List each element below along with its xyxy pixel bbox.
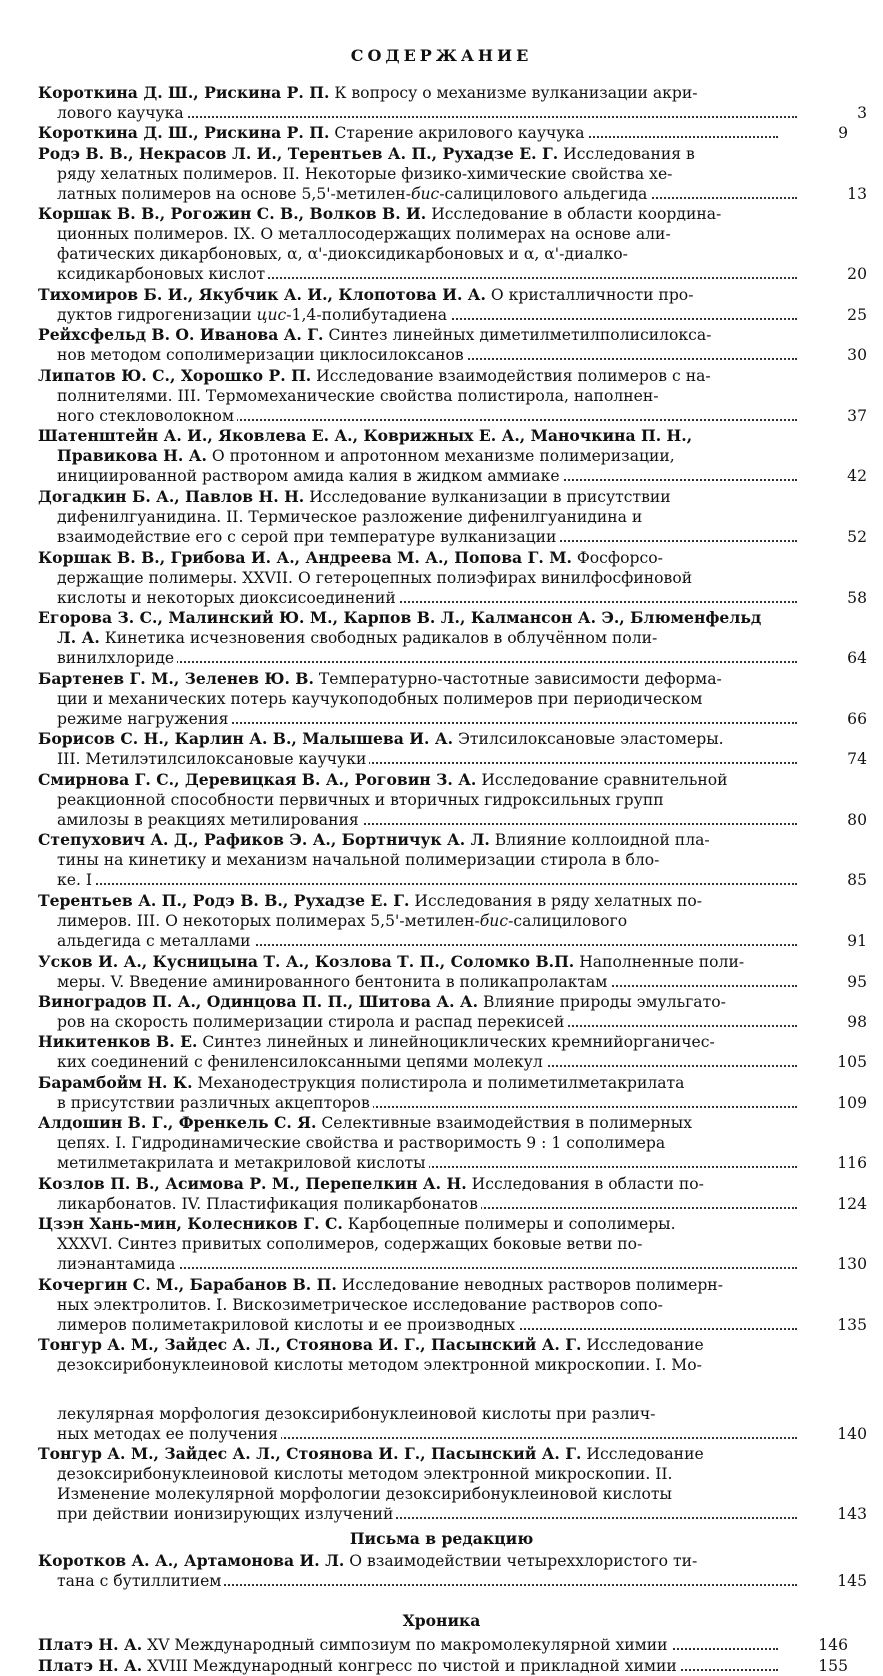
page-number: 42 <box>807 466 867 486</box>
entry-line <box>38 1504 867 1524</box>
entry-line <box>38 366 778 386</box>
entry-text: Догадкин Б. А., Павлов Н. Н. Исследование вулканизации в присутствии <box>38 488 674 506</box>
entry-line <box>38 285 778 305</box>
entry-line <box>38 446 778 466</box>
toc-entry <box>38 365 867 426</box>
toc-entry <box>38 830 867 890</box>
entry-line <box>38 810 867 830</box>
entry-line <box>38 669 778 689</box>
entry-line <box>38 305 867 325</box>
entry-text: Смирнова Г. С., Деревицкая В. А., Роговин З. А. Исследование сравнительной <box>38 771 731 789</box>
entry-text: дифенилгуанидина. II. Термическое разложение дифенилгуанидина и <box>57 508 645 526</box>
entry-text: держащие полимеры. XXVII. О гетероцепных полиэфирах винилфосфиновой <box>57 569 695 587</box>
entry-line <box>38 466 867 486</box>
entry-text: лимеров полиметакриловой кислоты и ее производных <box>57 1316 518 1334</box>
entry-text: Л. А. Кинетика исчезновения свободных радикалов в облучённом поли- <box>57 629 660 647</box>
entry-line <box>38 1464 778 1484</box>
toc-entry <box>38 729 867 769</box>
page-number: 91 <box>807 931 867 951</box>
page-number: 85 <box>807 870 867 890</box>
entry-line <box>38 426 778 446</box>
page-number: 20 <box>807 264 867 284</box>
entry-text: ров на скорость полимеризации стирола и распад перекисей <box>57 1013 567 1031</box>
entry-text: Кочергин С. М., Барабанов В. П. Исследование неводных растворов полимерн- <box>38 1276 726 1294</box>
entry-line <box>38 1133 778 1153</box>
entry-line <box>38 588 867 608</box>
entry-line <box>38 1295 778 1315</box>
page-number: 130 <box>807 1254 867 1274</box>
page-number: 66 <box>807 709 867 729</box>
entry-text: III. Метилэтилсилоксановые каучуки <box>57 750 369 768</box>
entry-line <box>38 1113 778 1133</box>
entry-line <box>38 164 778 184</box>
entry-line <box>38 345 867 365</box>
entry-line <box>38 870 867 890</box>
entry-text: реакционной способности первичных и вторичных гидроксильных групп <box>57 791 667 809</box>
entry-text: Козлов П. В., Асимова Р. М., Перепелкин А. Н. Исследования в области по- <box>38 1175 707 1193</box>
entry-line <box>38 628 778 648</box>
toc-entry <box>38 1274 867 1335</box>
toc-entry <box>38 426 867 486</box>
toc-entry <box>38 123 848 143</box>
entry-text: Цзэн Хань-мин, Колесников Г. С. Карбоцепные полимеры и сополимеры. <box>38 1215 679 1233</box>
toc-entry <box>38 891 867 951</box>
entry-line <box>38 1052 867 1072</box>
leader-dots <box>57 883 797 885</box>
entry-text: Бартенев Г. М., Зеленев Ю. В. Температурно-частотные зависимости деформа- <box>38 670 725 688</box>
page-number: 13 <box>807 184 867 204</box>
entry-text: ликарбонатов. IV. Пластификация поликарбонатов <box>57 1195 481 1213</box>
entry-text: Липатов Ю. С., Хорошко Р. П. Исследование взаимодействия полимеров с на- <box>38 367 714 385</box>
entry-line <box>38 83 778 103</box>
page-number: 74 <box>807 749 867 769</box>
entry-line <box>38 325 778 345</box>
toc-entry <box>38 1335 848 1375</box>
entry-text: латных полимеров на основе 5,5'-метилен-бис-салицилового альдегида <box>57 185 650 203</box>
entry-text: меры. V. Введение аминированного бентонита в поликапролактам <box>57 973 610 991</box>
page-number: 145 <box>807 1571 867 1591</box>
entry-line <box>38 1093 867 1113</box>
entry-line <box>38 1484 778 1504</box>
entry-line <box>38 1032 778 1052</box>
entry-text: Коршак В. В., Рогожин С. В., Волков В. И. Исследование в области координа- <box>38 205 724 223</box>
entry-line <box>38 1404 778 1424</box>
entry-text: Тонгур А. М., Зайдес А. Л., Стоянова И. Г., Пасынский А. Г. Исследование <box>38 1336 707 1354</box>
entry-text: метилметакрилата и метакриловой кислоты <box>57 1154 429 1172</box>
page-number: 95 <box>807 972 867 992</box>
entry-line <box>38 931 867 951</box>
entry-text: ряду хелатных полимеров. II. Некоторые физико-химические свойства хе- <box>57 165 675 183</box>
entry-line <box>38 1234 778 1254</box>
page-number: 80 <box>807 810 867 830</box>
entry-text: Егорова З. С., Малинский Ю. М., Карпов В. Л., Калмансон А. Э., Блюменфельд <box>38 609 764 627</box>
entry-text: Алдошин В. Г., Френкель С. Я. Селективные взаимодействия в полимерных <box>38 1114 695 1132</box>
entry-text: ких соединений с фениленсилоксанными цепями молекул <box>57 1053 546 1071</box>
entry-text: Борисов С. Н., Карлин А. В., Малышева И. А. Этилсилоксановые эластомеры. <box>38 730 727 748</box>
toc-entry <box>38 204 867 284</box>
section-title-chronicle: Хроника <box>402 1611 481 1631</box>
entry-text: амилозы в реакциях метилирования <box>57 811 362 829</box>
page-number: 143 <box>807 1504 867 1524</box>
page-number: 37 <box>807 406 867 426</box>
entry-text: Платэ Н. А. XVIII Международный конгресс по чистой и прикладной химии <box>38 1657 680 1675</box>
entry-text: тины на кинетику и механизм начальной полимеризации стирола в бло- <box>57 851 662 869</box>
toc-entry <box>38 1113 867 1173</box>
toc-entry <box>38 1072 867 1113</box>
entry-line <box>38 1194 867 1214</box>
entry-line <box>38 972 867 992</box>
entry-line <box>38 729 778 749</box>
entry-line <box>38 184 867 204</box>
entry-text: Тонгур А. М., Зайдес А. Л., Стоянова И. Г., Пасынский А. Г. Исследование <box>38 1445 707 1463</box>
entry-text: ке. I <box>57 871 95 889</box>
entry-text: фатических дикарбоновых, α, α'-диоксидикарбоновых и α, α'-диалко- <box>57 245 631 263</box>
toc-entry <box>38 1032 867 1072</box>
entry-line <box>38 1335 778 1355</box>
entry-line <box>38 749 867 769</box>
page-number: 116 <box>807 1153 867 1173</box>
entry-text: ных электролитов. I. Вискозиметрическое исследование растворов сопо- <box>57 1296 666 1314</box>
entry-text: дезоксирибонуклеиновой кислоты методом электронной микроскопии. II. <box>57 1465 676 1483</box>
entry-line <box>38 1275 778 1295</box>
toc-entry <box>38 547 867 608</box>
toc-entry <box>38 487 867 547</box>
entry-text: Барамбойм Н. К. Механодеструкция полистирола и полиметилметакрилата <box>38 1074 687 1092</box>
entry-line <box>38 1444 778 1464</box>
entry-line <box>38 1635 848 1655</box>
entry-text: ции и механических потерь каучукоподобных полимеров при периодическом <box>57 690 705 708</box>
entry-line <box>38 386 778 406</box>
entry-line <box>38 911 778 931</box>
section-title-letters: Письма в редакцию <box>349 1529 534 1548</box>
entry-text: Родэ В. В., Некрасов Л. И., Терентьев А. П., Рухадзе Е. Г. Исследования в <box>38 145 698 163</box>
entry-line <box>38 1551 778 1571</box>
entry-line <box>38 103 867 123</box>
entry-text: инициированной раствором амида калия в жидком аммиаке <box>57 467 563 485</box>
entry-text: ного стекловолокном <box>57 407 237 425</box>
entry-text: альдегида с металлами <box>57 932 254 950</box>
entry-text: взаимодействие его с серой при температуре вулканизации <box>57 528 559 546</box>
entry-text: Никитенков В. Е. Синтез линейных и линейноциклических кремнийорганичес- <box>38 1033 718 1051</box>
entry-text: Коршак В. В., Грибова И. А., Андреева М. А., Попова Г. М. Фосфорсо- <box>38 549 666 567</box>
entry-text: кислоты и некоторых диоксисоединений <box>57 589 399 607</box>
entry-line <box>38 507 778 527</box>
entry-line <box>38 568 778 588</box>
entry-line <box>38 224 778 244</box>
entry-line <box>38 1254 867 1274</box>
entry-line <box>38 144 778 164</box>
page-number: 135 <box>807 1315 867 1335</box>
entry-text: лового каучука <box>57 104 187 122</box>
entry-line <box>38 1214 778 1234</box>
entry-line <box>38 264 867 284</box>
page-number: 109 <box>807 1093 867 1113</box>
entry-text: Коротков А. А., Артамонова И. Л. О взаимодействии четыреххлористого ти- <box>38 1552 700 1570</box>
entry-line <box>38 1424 867 1444</box>
toc-entry <box>38 1444 867 1524</box>
entry-line <box>38 527 867 547</box>
entry-text: дуктов гидрогенизации цис-1,4-полибутадиена <box>57 306 450 324</box>
entry-line <box>38 1153 867 1173</box>
toc-entry <box>38 1173 867 1214</box>
page-number: 105 <box>807 1052 867 1072</box>
toc-entry <box>38 1656 848 1676</box>
entry-text: лиэнантамида <box>57 1255 178 1273</box>
page-number: 25 <box>807 305 867 325</box>
toc-entry <box>38 1214 867 1274</box>
page-number: 98 <box>807 1012 867 1032</box>
entry-line <box>38 487 778 507</box>
entry-line <box>38 992 778 1012</box>
toc-entry <box>38 951 867 992</box>
toc-entry <box>38 992 867 1032</box>
toc-entry <box>38 769 867 830</box>
entry-text: цепях. I. Гидродинамические свойства и растворимость 9 : 1 сополимера <box>57 1134 668 1152</box>
entry-text: Терентьев А. П., Родэ В. В., Рухадзе Е. Г. Исследования в ряду хелатных по- <box>38 892 705 910</box>
page-number: 58 <box>807 588 867 608</box>
entry-text: режиме нагружения <box>57 710 231 728</box>
entry-line <box>38 770 778 790</box>
entry-text: тана с бутиллитием <box>57 1572 224 1590</box>
entry-text: Шатенштейн А. И., Яковлева Е. А., Коврижных Е. А., Маночкина П. Н., <box>38 427 695 445</box>
entry-text: винилхлориде <box>57 649 177 667</box>
page-number: 30 <box>807 345 867 365</box>
toc-entry <box>38 1635 848 1655</box>
entry-line <box>38 204 778 224</box>
entry-line <box>38 790 778 810</box>
entry-text: Рейхсфельд В. О. Иванова А. Г. Синтез линейных диметилметилполисилокса- <box>38 326 714 344</box>
entry-line <box>38 1315 867 1335</box>
entry-line <box>38 548 778 568</box>
toc-entry <box>38 83 867 123</box>
entry-line <box>38 689 778 709</box>
entry-text: Усков И. А., Кусницына Т. А., Козлова Т. П., Соломко В.П. Наполненные поли- <box>38 953 747 971</box>
page-number: 3 <box>807 103 867 123</box>
entry-line <box>38 709 867 729</box>
toc-entry <box>38 668 867 729</box>
entry-text: Платэ Н. А. XV Международный симпозиум по макромолекулярной химии <box>38 1636 671 1654</box>
page-number: 124 <box>807 1194 867 1214</box>
page-number: 155 <box>788 1656 848 1676</box>
entry-line <box>38 1571 867 1591</box>
entry-text: Виноградов П. А., Одинцова П. П., Шитова А. А. Влияние природы эмульгато- <box>38 993 729 1011</box>
entry-line <box>38 1073 778 1093</box>
entry-text: лимеров. III. О некоторых полимерах 5,5'-метилен-бис-салицилового <box>57 912 630 930</box>
entry-line <box>38 123 848 143</box>
entry-line <box>38 891 778 911</box>
entry-line <box>38 850 778 870</box>
entry-text: ксидикарбоновых кислот <box>57 265 268 283</box>
entry-text: при действии ионизирующих излучений <box>57 1505 396 1523</box>
entry-line <box>38 608 778 628</box>
entry-line <box>38 830 778 850</box>
entry-text: Короткина Д. Ш., Рискина Р. П. К вопросу о механизме вулканизации акри- <box>38 84 701 102</box>
entry-text: полнителями. III. Термомеханические свойства полистирола, наполнен- <box>57 387 662 405</box>
entry-line <box>38 1012 867 1032</box>
entry-text: нов методом сополимеризации циклосилоксанов <box>57 346 467 364</box>
toc-entry <box>38 285 867 325</box>
toc-entry <box>38 143 867 204</box>
page-number: 140 <box>807 1424 867 1444</box>
toc-entry <box>38 608 867 668</box>
entry-text: в присутствии различных акцепторов <box>57 1094 373 1112</box>
toc-entry <box>38 325 867 365</box>
entry-line <box>38 244 778 264</box>
entry-line <box>38 952 778 972</box>
entry-text: XXXVI. Синтез привитых сополимеров, содержащих боковые ветви по- <box>57 1235 645 1253</box>
page-title: СОДЕРЖАНИЕ <box>350 46 533 65</box>
page-number: 9 <box>788 123 848 143</box>
page-number: 146 <box>788 1635 848 1655</box>
entry-text: дезоксирибонуклеиновой кислоты методом электронной микроскопии. I. Мо- <box>57 1356 705 1374</box>
entry-text: ционных полимеров. IX. О металлосодержащих полимерах на основе али- <box>57 225 674 243</box>
entry-line <box>38 406 867 426</box>
entry-line <box>38 1656 848 1676</box>
entry-text: Правикова Н. А. О протонном и апротонном механизме полимеризации, <box>57 447 678 465</box>
toc-entry <box>38 1404 867 1444</box>
entry-text: Короткина Д. Ш., Рискина Р. П. Старение акрилового каучука <box>38 124 588 142</box>
entry-text: ных методах ее получения <box>57 1425 281 1443</box>
toc-entry <box>38 1551 867 1591</box>
page-number: 52 <box>807 527 867 547</box>
entry-line <box>38 1355 778 1375</box>
entry-text: Тихомиров Б. И., Якубчик А. И., Клопотова И. А. О кристалличности про- <box>38 286 696 304</box>
entry-text: лекулярная морфология дезоксирибонуклеиновой кислоты при различ- <box>57 1405 658 1423</box>
entry-text: Изменение молекулярной морфологии дезоксирибонуклеиновой кислоты <box>57 1485 675 1503</box>
entry-line <box>38 1174 778 1194</box>
entry-text: Степухович А. Д., Рафиков Э. А., Бортничук А. Л. Влияние коллоидной пла- <box>38 831 713 849</box>
entry-line <box>38 648 867 668</box>
page-number: 64 <box>807 648 867 668</box>
